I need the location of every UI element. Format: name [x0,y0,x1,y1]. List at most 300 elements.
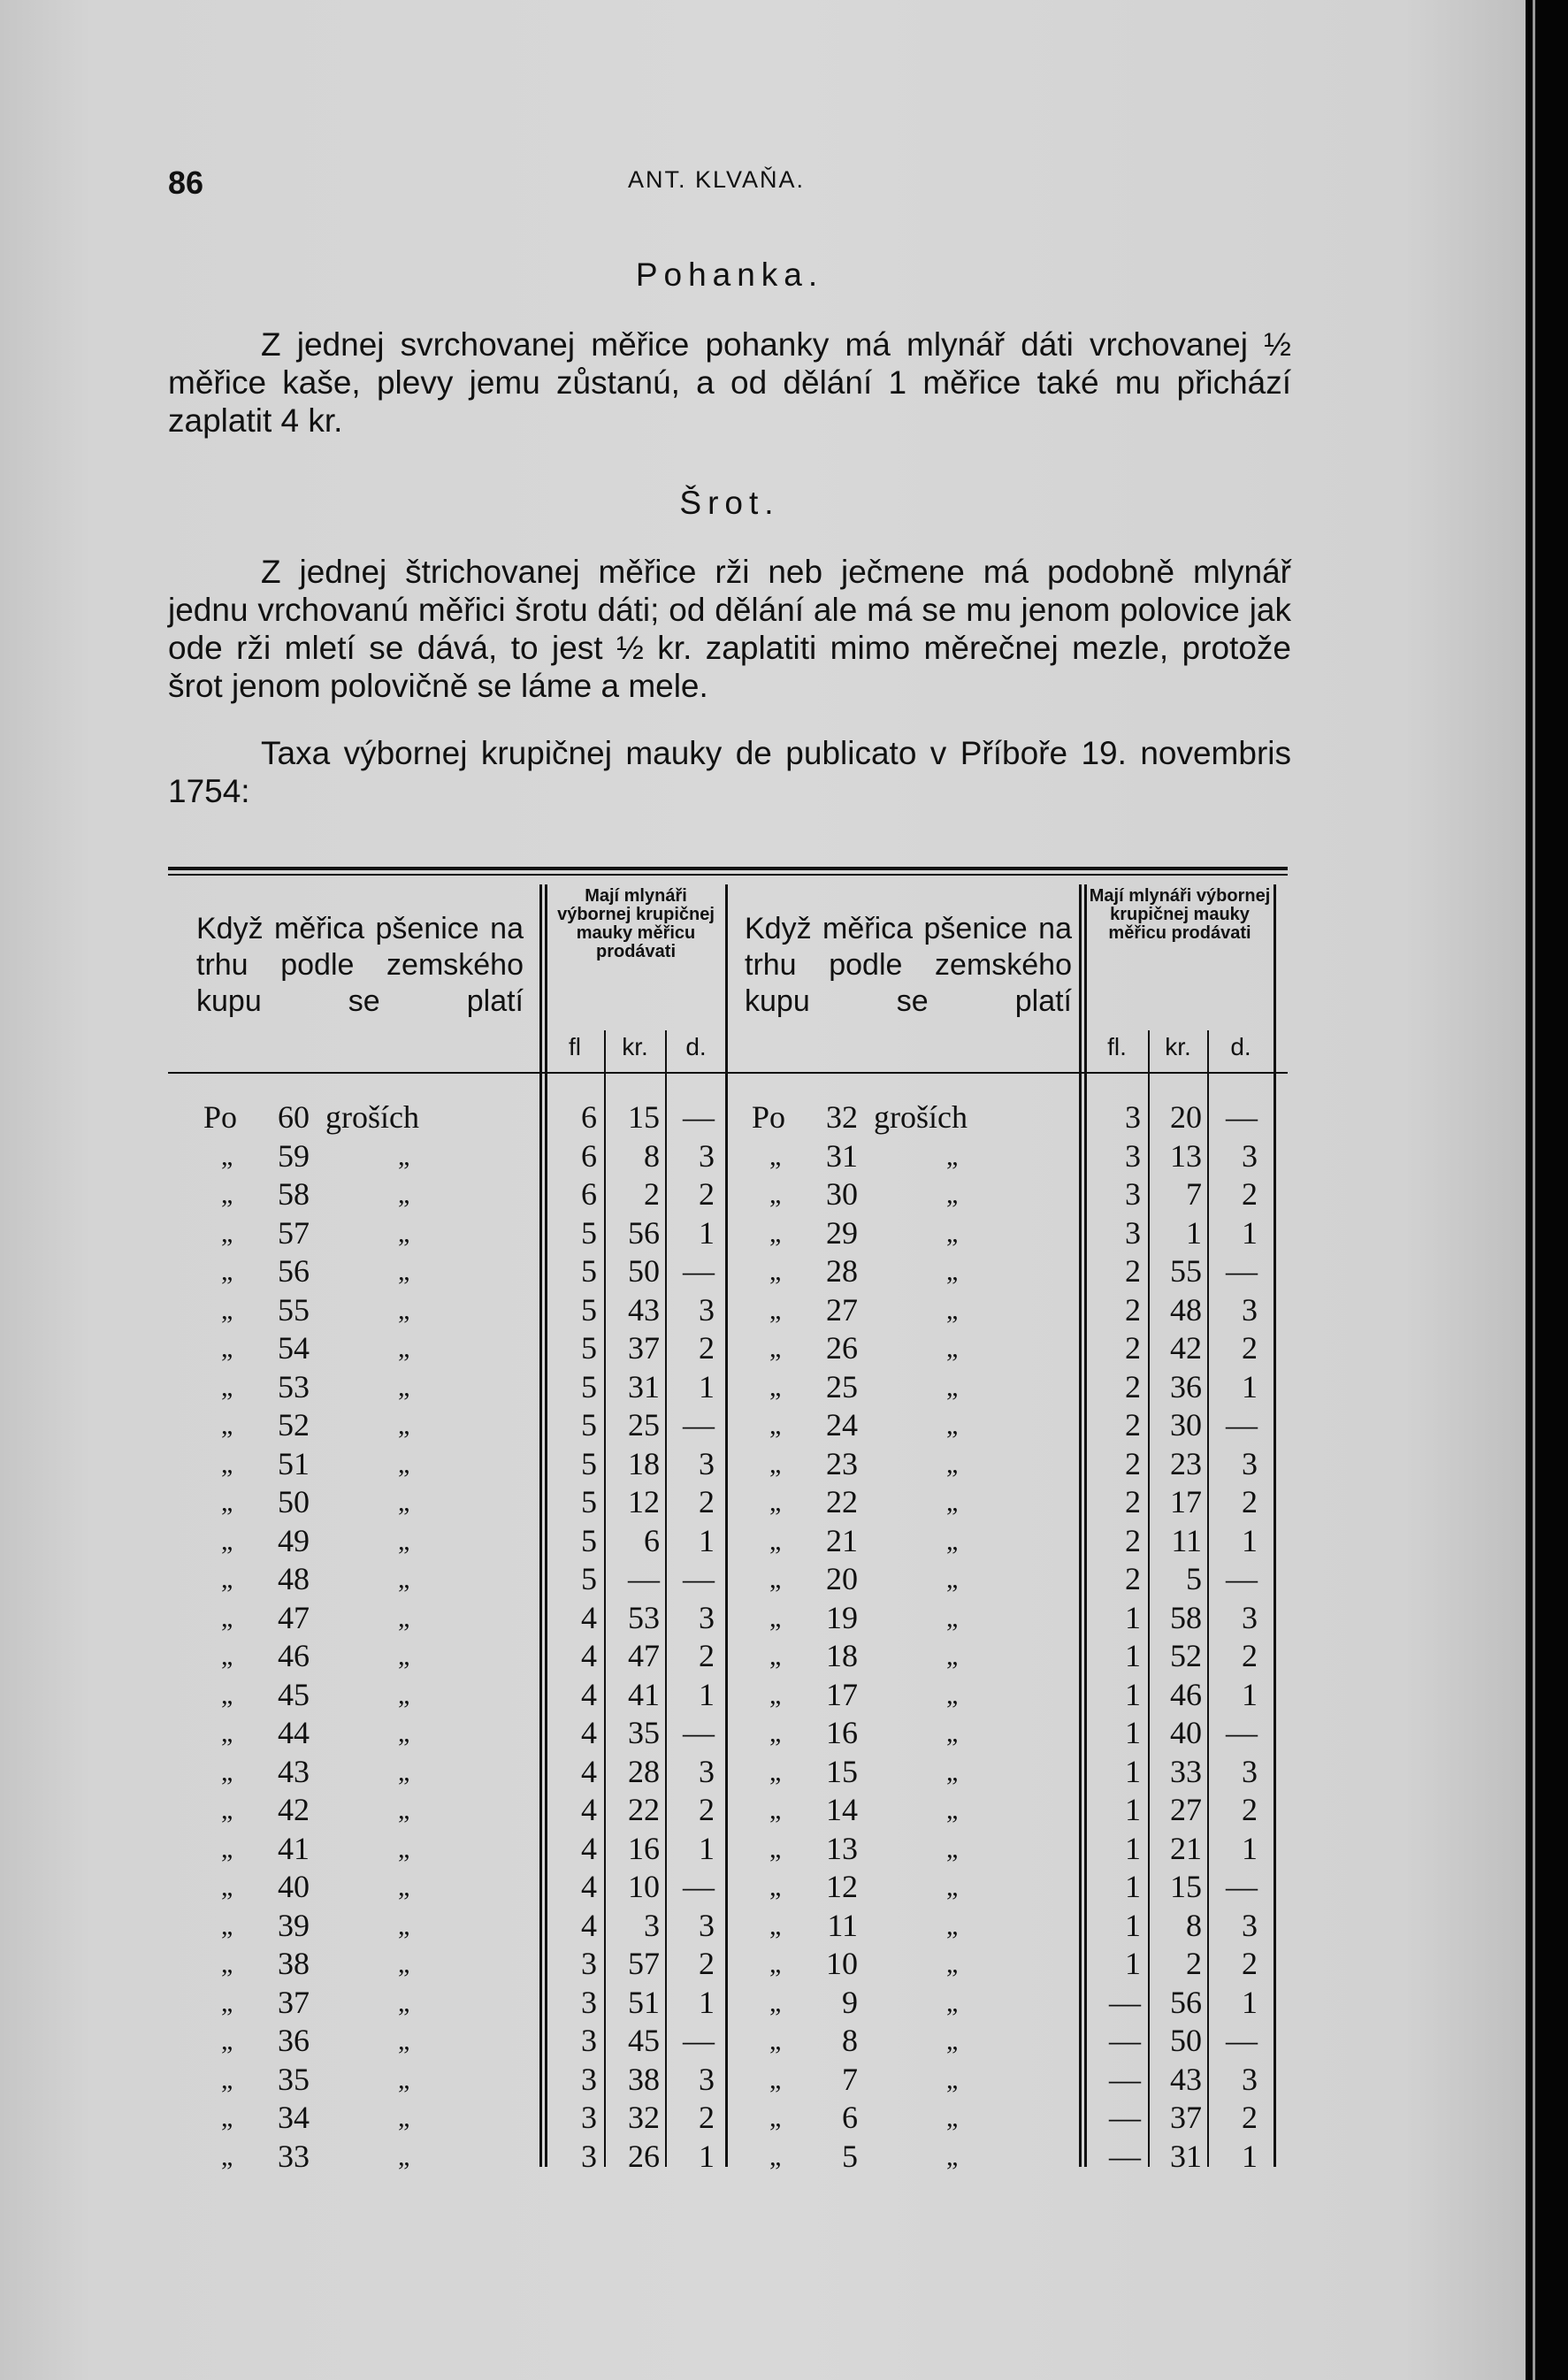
ditto-mark: „ [221,2141,233,2171]
unit-fl-left: fl [569,1033,581,1060]
ditto-mark: „ [398,1411,410,1440]
ditto-mark: „ [946,1949,959,1978]
ditto-mark: „ [221,1526,233,1556]
ditto-mark: „ [221,1872,233,1902]
ditto-mark: „ [946,1141,959,1171]
cell-kr: 5 [1186,1561,1202,1596]
table-row [168,1676,1288,1715]
cell-kr: 2 [1186,1946,1202,1981]
cell-d: 3 [1242,1291,1258,1328]
table-row [168,2099,1288,2138]
ditto-mark: „ [769,1218,782,1248]
cell-d: — [1226,1407,1258,1443]
cell-d: — [683,1715,715,1750]
row-groše: 52 [278,1407,310,1443]
cell-d: 2 [699,1946,715,1981]
ditto-mark: „ [946,2103,959,2132]
cell-d: 1 [1242,1214,1258,1251]
row-groše: 37 [278,1984,310,2020]
cell-d: — [1226,1253,1258,1289]
ditto-mark: „ [946,1488,959,1517]
cell-fl: 1 [1125,1907,1141,1943]
cell-d: 3 [1242,1907,1258,1943]
ditto-mark: „ [769,1526,782,1556]
ditto-mark: „ [398,1334,410,1363]
row-groše: 49 [278,1522,310,1558]
cell-d: — [683,2023,715,2058]
ditto-mark: „ [221,1565,233,1594]
row-groše: 32 [826,1099,858,1135]
cell-d: 2 [699,1792,715,1827]
cell-fl: 4 [581,1638,597,1673]
cell-kr: 27 [1170,1792,1202,1827]
cell-fl: 3 [1125,1099,1141,1135]
cell-fl: 1 [1125,1830,1141,1866]
cell-kr: 36 [1170,1368,1202,1404]
table-row [168,1406,1288,1445]
row-groše: 57 [278,1214,310,1251]
ditto-mark: „ [946,1295,959,1325]
unit-d-right: d. [1230,1033,1251,1060]
ditto-mark: „ [398,1218,410,1248]
table-top-rule-thin [168,874,1288,876]
cell-fl: 5 [581,1253,597,1289]
section-title-pohanka: Pohanka. [635,256,824,293]
cell-fl: 3 [581,2138,597,2174]
cell-d: 3 [699,1753,715,1789]
table-row [168,1483,1288,1522]
cell-d: 3 [1242,1753,1258,1789]
cell-d: 2 [1242,2100,1258,2135]
row-groše: 39 [278,1907,310,1943]
ditto-mark: „ [398,1718,410,1748]
cell-fl: 5 [581,1561,597,1596]
cell-d: 3 [699,1599,715,1635]
cell-kr: 32 [628,2100,660,2135]
cell-fl: 1 [1125,1869,1141,1904]
table-row [168,1714,1288,1753]
cell-fl: 5 [581,1214,597,1251]
cell-kr: 48 [1170,1291,1202,1328]
row-groše: 54 [278,1330,310,1366]
cell-d: 3 [699,1137,715,1174]
cell-kr: 46 [1170,1676,1202,1712]
ditto-mark: „ [946,1718,959,1748]
ditto-mark: „ [398,1910,410,1940]
ditto-mark: „ [769,1257,782,1286]
cell-d: 2 [1242,1792,1258,1827]
cell-d: — [1226,2023,1258,2058]
ditto-mark: „ [398,1526,410,1556]
cell-d: 2 [699,1484,715,1519]
cell-fl: 1 [1125,1715,1141,1750]
row-groše: 20 [826,1561,858,1596]
row-groše: 9 [842,1984,858,2020]
cell-d: 1 [1242,1984,1258,2020]
row-groše: 34 [278,2100,310,2135]
cell-kr: 52 [1170,1638,1202,1673]
cell-kr: 17 [1170,1484,1202,1519]
ditto-mark: „ [769,1642,782,1671]
table-row [168,1907,1288,1946]
table-row [168,1830,1288,1869]
ditto-mark: „ [769,2064,782,2094]
row-groše: 6 [842,2100,858,2135]
ditto-mark: „ [946,1680,959,1710]
cell-d: 1 [699,1830,715,1866]
ditto-mark: „ [769,1180,782,1209]
cell-kr: — [628,1561,660,1596]
row-groše: 16 [826,1715,858,1750]
ditto-mark: „ [769,1872,782,1902]
row-groše: 10 [826,1946,858,1981]
cell-kr: 53 [628,1599,660,1635]
ditto-mark: „ [946,1795,959,1825]
cell-kr: 21 [1170,1830,1202,1866]
cell-d: 2 [1242,1484,1258,1519]
cell-fl: 1 [1125,1676,1141,1712]
cell-fl: 1 [1125,1792,1141,1827]
table-row [168,1098,1288,1137]
ditto-mark: „ [398,1795,410,1825]
unit-kr-left: kr. [622,1033,648,1060]
ditto-mark: „ [946,1565,959,1594]
paragraph-srot: Z jednej štrichovanej měřice rži neb ječmene má podobně mlynář jednu vrchovanú měřici šrotu dáti; od dělání ale má se mu jenom polovice jak ode rži mletí se dává, to jest ½ kr. zaplatiti mimo měrečnej mezle, protože šrot jenom polovičně se láme a mele. [168,554,1291,704]
row-groše: 50 [278,1484,310,1519]
row-groše: 44 [278,1715,310,1750]
cell-fl: 2 [1125,1368,1141,1404]
row-groše: 46 [278,1638,310,1673]
cell-fl: 3 [581,2061,597,2097]
cell-kr: 15 [1170,1869,1202,1904]
ditto-mark: „ [221,1372,233,1402]
ditto-mark: „ [769,1949,782,1978]
ditto-mark: „ [398,1949,410,1978]
ditto-mark: „ [769,1680,782,1710]
cell-d: — [683,1099,715,1135]
column-header-right: Když měřica pšenice na trhu podle zemského kupu se platí [745,912,1072,1018]
cell-d: 1 [1242,1368,1258,1404]
column-header-left: Když měřica pšenice na trhu podle zemského kupu se platí [196,912,524,1018]
cell-fl: 3 [581,2023,597,2058]
row-groše: 58 [278,1176,310,1212]
table-row [168,1214,1288,1253]
cell-d: — [683,1561,715,1596]
cell-fl: 1 [1125,1753,1141,1789]
ditto-mark: „ [946,1910,959,1940]
cell-kr: 8 [644,1137,660,1174]
ditto-mark: „ [946,1180,959,1209]
ditto-mark: „ [769,1718,782,1748]
cell-fl: 5 [581,1484,597,1519]
row-groše: 45 [278,1676,310,1712]
table-row [168,1445,1288,1484]
ditto-mark: „ [398,1833,410,1863]
row-groše: 35 [278,2061,310,2097]
cell-kr: 55 [1170,1253,1202,1289]
table-row [168,1868,1288,1907]
cell-kr: 3 [644,1907,660,1943]
cell-fl: 2 [1125,1484,1141,1519]
row-groše: 23 [826,1445,858,1481]
cell-kr: 50 [628,1253,660,1289]
cell-kr: 2 [644,1176,660,1212]
cell-d: 1 [699,1984,715,2020]
table-row [168,1753,1288,1792]
ditto-mark: „ [946,1872,959,1902]
ditto-mark: „ [221,1334,233,1363]
table-row [168,1137,1288,1176]
row-groše: 25 [826,1368,858,1404]
cell-fl: 2 [1125,1522,1141,1558]
cell-kr: 23 [1170,1445,1202,1481]
cell-kr: 25 [628,1407,660,1443]
page-header [168,159,1282,203]
ditto-mark: „ [946,1603,959,1633]
row-groše: 14 [826,1792,858,1827]
cell-d: 3 [1242,1137,1258,1174]
ditto-mark: „ [946,1372,959,1402]
ditto-mark: „ [221,1642,233,1671]
ditto-mark: „ [769,1910,782,1940]
unit-d-left: d. [685,1033,707,1060]
price-header-left: Mají mlynáři výbornej krupičnej mauky měřicu prodávati [557,886,715,961]
cell-kr: 30 [1170,1407,1202,1443]
cell-kr: 31 [1170,2138,1202,2174]
ditto-mark: „ [221,2103,233,2132]
cell-d: 1 [699,1368,715,1404]
row-groše: 27 [826,1291,858,1328]
ditto-mark: „ [769,1987,782,2017]
ditto-mark: „ [398,1449,410,1479]
row-groše: 30 [826,1176,858,1212]
cell-d: 1 [1242,2138,1258,2174]
cell-kr: 51 [628,1984,660,2020]
unit-fl-right: fl. [1107,1033,1127,1060]
cell-fl: 3 [581,1946,597,1981]
row-groše: 40 [278,1869,310,1904]
row-prefix: Po [752,1099,786,1135]
ditto-mark: „ [946,1526,959,1556]
row-groše: 56 [278,1253,310,1289]
ditto-mark: „ [769,2026,782,2055]
cell-fl: 2 [1125,1445,1141,1481]
cell-d: — [1226,1715,1258,1750]
ditto-mark: „ [398,1756,410,1787]
table-row [168,1791,1288,1830]
row-groše: 22 [826,1484,858,1519]
cell-d: 3 [1242,2061,1258,2097]
unit-kr-right: kr. [1165,1033,1191,1060]
cell-d: — [683,1407,715,1443]
cell-fl: 6 [581,1137,597,1174]
cell-kr: 37 [628,1330,660,1366]
ditto-mark: „ [769,1141,782,1171]
cell-kr: 20 [1170,1099,1202,1135]
cell-kr: 43 [628,1291,660,1328]
cell-fl: 4 [581,1907,597,1943]
ditto-mark: „ [946,1449,959,1479]
cell-d: 2 [1242,1330,1258,1366]
row-groše: 59 [278,1137,310,1174]
ditto-mark: „ [221,1449,233,1479]
ditto-mark: „ [221,1833,233,1863]
row-groše: 42 [278,1792,310,1827]
cell-kr: 11 [1171,1522,1202,1558]
cell-fl: 1 [1125,1599,1141,1635]
cell-d: 2 [1242,1176,1258,1212]
table-row [168,1637,1288,1676]
ditto-mark: „ [769,2141,782,2171]
cell-d: 1 [1242,1522,1258,1558]
cell-kr: 18 [628,1445,660,1481]
cell-kr: 40 [1170,1715,1202,1750]
row-groše: 5 [842,2138,858,2174]
cell-fl: 4 [581,1792,597,1827]
cell-d: 1 [699,1214,715,1251]
ditto-mark: „ [946,1642,959,1671]
cell-d: 2 [699,1330,715,1366]
ditto-mark: „ [398,1257,410,1286]
ditto-mark: „ [398,2064,410,2094]
ditto-mark: „ [946,1334,959,1363]
cell-kr: 26 [628,2138,660,2174]
cell-kr: 31 [628,1368,660,1404]
cell-fl: — [1109,2023,1141,2058]
ditto-mark: „ [221,1795,233,1825]
ditto-mark: „ [398,1642,410,1671]
ditto-mark: „ [398,1180,410,1209]
cell-fl: 2 [1125,1330,1141,1366]
cell-fl: 5 [581,1330,597,1366]
ditto-mark: „ [221,1718,233,1748]
cell-fl: 4 [581,1753,597,1789]
row-groše: 17 [826,1676,858,1712]
cell-fl: 4 [581,1676,597,1712]
row-groše: 24 [826,1407,858,1443]
cell-d: 1 [1242,1830,1258,1866]
ditto-mark: „ [221,1218,233,1248]
cell-fl: 6 [581,1176,597,1212]
cell-d: 3 [1242,1445,1258,1481]
row-groše: 11 [827,1907,858,1943]
table-top-rule [168,867,1288,870]
cell-d: 1 [699,2138,715,2174]
ditto-mark: „ [769,1756,782,1787]
ditto-mark: „ [221,1987,233,2017]
row-suffix: groších [874,1099,968,1135]
ditto-mark: „ [769,1449,782,1479]
ditto-mark: „ [221,1756,233,1787]
ditto-mark: „ [221,1180,233,1209]
ditto-mark: „ [946,1257,959,1286]
scan-edge [1526,0,1568,2380]
cell-kr: 56 [1170,1984,1202,2020]
cell-kr: 10 [628,1869,660,1904]
cell-kr: 16 [628,1830,660,1866]
ditto-mark: „ [221,1411,233,1440]
row-groše: 15 [826,1753,858,1789]
ditto-mark: „ [769,2103,782,2132]
ditto-mark: „ [221,1295,233,1325]
price-header-right: Mají mlynáři výbornej krupičnej mauky měřicu prodávati [1089,886,1271,943]
cell-fl: 4 [581,1830,597,1866]
ditto-mark: „ [769,1372,782,1402]
cell-kr: 12 [628,1484,660,1519]
table-header-rule [168,1072,1288,1074]
ditto-mark: „ [946,1756,959,1787]
ditto-mark: „ [946,1987,959,2017]
cell-d: 2 [699,1638,715,1673]
row-groše: 33 [278,2138,310,2174]
cell-fl: 5 [581,1291,597,1328]
table-row [168,2138,1288,2177]
cell-d: 3 [699,1907,715,1943]
ditto-mark: „ [769,1565,782,1594]
cell-d: 3 [699,2061,715,2097]
ditto-mark: „ [946,2026,959,2055]
cell-kr: 28 [628,1753,660,1789]
row-groše: 18 [826,1638,858,1673]
row-groše: 8 [842,2023,858,2058]
ditto-mark: „ [946,1218,959,1248]
cell-fl: — [1109,2138,1141,2174]
ditto-mark: „ [221,1141,233,1171]
cell-d: 3 [699,1291,715,1328]
row-groše: 28 [826,1253,858,1289]
section-title-srot: Šrot. [679,485,780,521]
cell-fl: — [1109,2100,1141,2135]
ditto-mark: „ [769,1833,782,1863]
table-row [168,2022,1288,2061]
table-row [168,1175,1288,1214]
cell-fl: 5 [581,1407,597,1443]
cell-d: — [683,1253,715,1289]
ditto-mark: „ [221,1949,233,1978]
paragraph-taxa: Taxa výbornej krupičnej mauky de publicato v Příboře 19. novembris 1754: [168,735,1291,809]
ditto-mark: „ [398,1295,410,1325]
ditto-mark: „ [398,2141,410,2171]
cell-d: 1 [1242,1676,1258,1712]
row-groše: 38 [278,1946,310,1981]
cell-kr: 22 [628,1792,660,1827]
cell-fl: — [1109,1984,1141,2020]
cell-fl: 6 [581,1099,597,1135]
cell-kr: 33 [1170,1753,1202,1789]
cell-kr: 15 [628,1099,660,1135]
ditto-mark: „ [398,1603,410,1633]
ditto-mark: „ [769,1295,782,1325]
row-groše: 47 [278,1599,310,1635]
cell-kr: 41 [628,1676,660,1712]
cell-fl: 1 [1125,1946,1141,1981]
ditto-mark: „ [946,2141,959,2171]
cell-d: — [1226,1099,1258,1135]
table-row [168,1252,1288,1291]
cell-kr: 50 [1170,2023,1202,2058]
cell-kr: 58 [1170,1599,1202,1635]
cell-fl: 3 [1125,1214,1141,1251]
table-row [168,1329,1288,1368]
ditto-mark: „ [398,2026,410,2055]
cell-fl: 3 [1125,1176,1141,1212]
row-groše: 60 [278,1099,310,1135]
cell-d: 1 [699,1522,715,1558]
cell-fl: 3 [581,2100,597,2135]
row-groše: 26 [826,1330,858,1366]
scan-edge-line [1533,0,1535,2380]
table-row [168,1984,1288,2023]
